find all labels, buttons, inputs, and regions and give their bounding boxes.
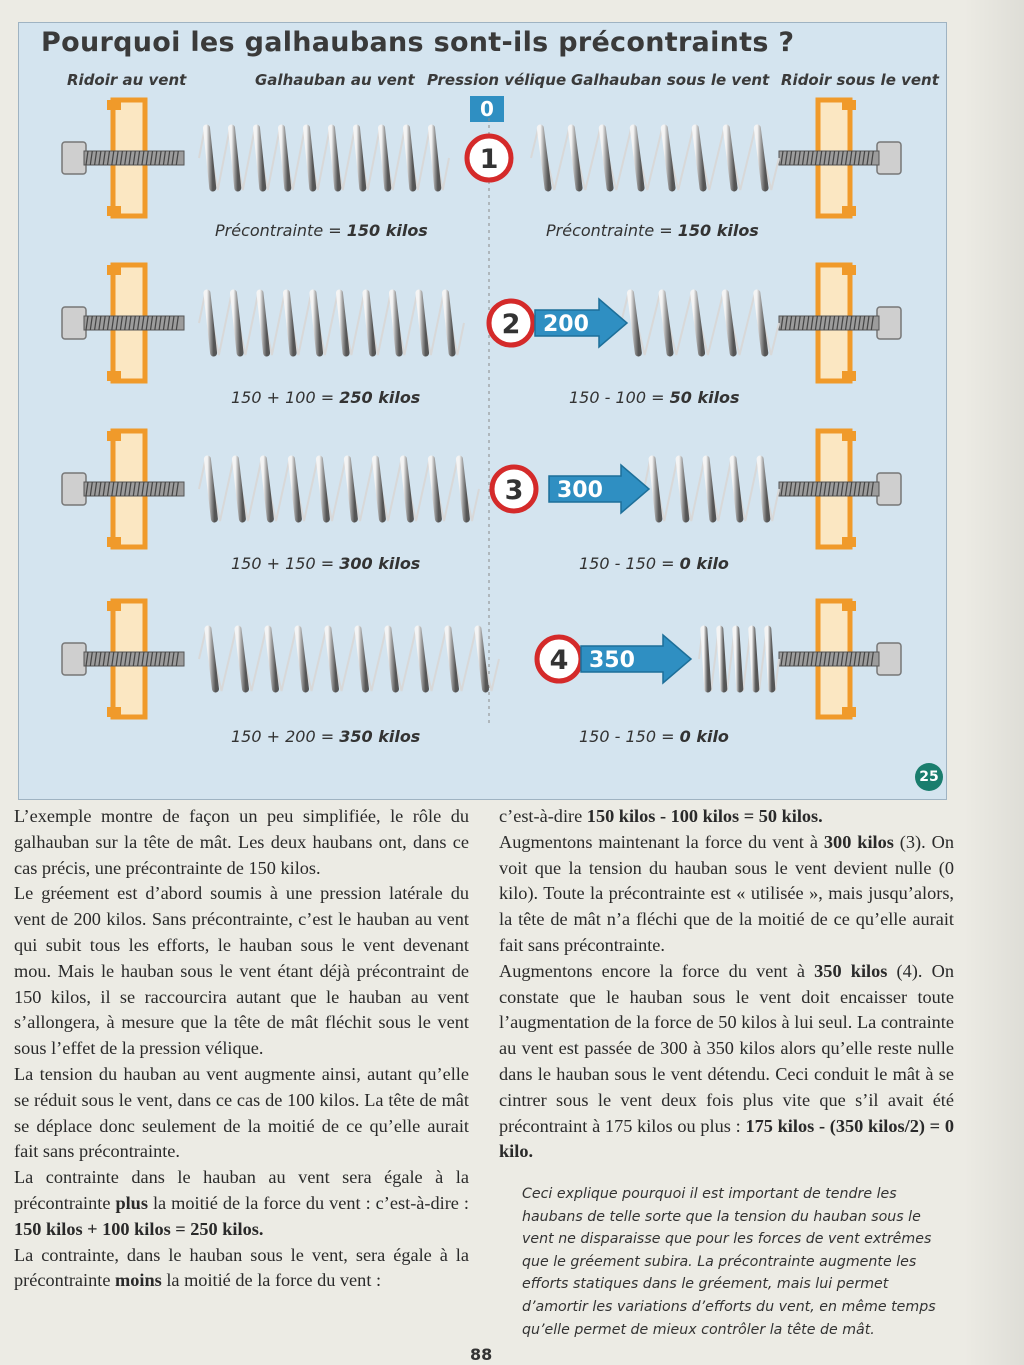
leeward-tension-label: 150 - 150 = 0 kilo — [579, 727, 729, 746]
spring-icon — [531, 126, 779, 190]
page-edge-shadow — [964, 0, 1024, 1365]
paragraph: L’exemple montre de façon un peu simplifiée, le rôle du galhauban sur la tête de mât. Les deux haubans ont, dans ce cas précis, une précontrainte de 150 kilos. — [14, 806, 469, 878]
turnbuckle-icon — [779, 601, 901, 717]
windward-tension-label: 150 + 100 = 250 kilos — [231, 388, 421, 407]
paragraph: La contrainte dans le hauban au vent sera égale à la précontrainte plus la moitié de la force du vent : c’est-à-dire : 150 kilos + 100 kilos = 250 kilos. — [14, 1167, 469, 1239]
stage-number: 1 — [479, 144, 499, 175]
wind-arrow-icon — [549, 465, 649, 513]
turnbuckle-icon — [62, 431, 184, 547]
italic-note — [522, 1183, 954, 1341]
stage-number-badge — [537, 637, 581, 681]
paragraph: Le gréement est d’abord soumis à une pression latérale du vent de 200 kilos. Sans précontrainte, c’est le hauban au vent qui subit tous les efforts, le hauban sous le vent devenant mou. Mais le hauban sous le vent étant déjà précontraint de 150 kilos, il se raccourcira autant que le hauban au vent s’allongera, à mesure que la tête de mât fléchit sous le vent sous l’effet de la pression vélique. — [14, 883, 469, 1059]
page-number: 88 — [470, 1345, 493, 1364]
figure-title: Pourquoi les galhaubans sont-ils précontraints ? — [41, 27, 795, 58]
windward-tension-label: 150 + 200 = 350 kilos — [231, 727, 421, 746]
spring-icon — [199, 291, 464, 355]
figure-panel — [18, 22, 947, 800]
figure-number-badge: 25 — [915, 763, 943, 791]
label-galhauban-sous-le-vent: Galhauban sous le vent — [571, 71, 770, 89]
tension-diagram — [19, 23, 946, 799]
turnbuckle-icon — [62, 100, 184, 216]
stage-number-badge — [467, 136, 511, 180]
leeward-tension-label: 150 - 100 = 50 kilos — [569, 388, 740, 407]
turnbuckle-icon — [62, 601, 184, 717]
wind-arrow-icon — [535, 299, 627, 347]
stage-number-badge — [492, 467, 536, 511]
stage-number: 2 — [501, 309, 521, 340]
turnbuckle-icon — [62, 265, 184, 381]
stage-number: 3 — [504, 475, 524, 506]
label-ridoir-sous-le-vent: Ridoir sous le vent — [781, 71, 939, 89]
turnbuckle-icon — [779, 100, 901, 216]
wind-arrow-icon — [581, 635, 691, 683]
pressure-value: 350 — [589, 648, 635, 673]
body-column-right — [499, 804, 954, 1165]
pressure-value: 300 — [557, 478, 603, 503]
spring-icon — [199, 627, 499, 691]
body-column-left — [14, 804, 469, 1294]
paragraph: c’est-à-dire 150 kilos - 100 kilos = 50 kilos. — [499, 806, 823, 826]
paragraph: Augmentons encore la force du vent à 350 kilos (4). On constate que le hauban sous le vent doit encaisser toute l’augmentation de la force de 50 kilos à lui seul. La contrainte au vent est passée de 300 à 350 kilos alors qu’elle reste nulle dans le hauban sous le vent détendu. Ceci conduit le mât à se cintrer sous le vent deux fois plus vite que s’il avait été précontraint à 175 kilos ou plus : 175 kilos - (350 kilos/2) = 0 kilo. — [499, 960, 954, 1162]
stage-number: 4 — [549, 645, 569, 676]
label-ridoir-au-vent: Ridoir au vent — [67, 71, 187, 89]
windward-tension-label: 150 + 150 = 300 kilos — [231, 554, 421, 573]
spring-icon — [621, 291, 779, 355]
paragraph: Augmentons maintenant la force du vent à 300 kilos (3). On voit que la tension du hauban sous le vent devient nulle (0 kilo). Toute la précontrainte est « utilisée », mais jusqu’alors, la tête de mât n’a fléchi que de la moitié de ce qu’elle aurait fait sans précontrainte. — [499, 831, 954, 955]
windward-tension-label: Précontrainte = 150 kilos — [215, 221, 428, 240]
paragraph: La contrainte, dans le hauban sous le vent, sera égale à la précontrainte moins la moitié de la force du vent : — [14, 1244, 469, 1291]
paragraph: La tension du hauban au vent augmente ainsi, autant qu’elle se réduit sous le vent, dans ce cas de 100 kilos. La tête de mât se déplace donc seulement de la moitié de ce qu’elle aurait fait sans précontrainte. — [14, 1063, 469, 1162]
leeward-tension-label: 150 - 150 = 0 kilo — [579, 554, 729, 573]
spring-icon — [644, 457, 779, 521]
initial-pressure-box: 0 — [470, 96, 504, 122]
leeward-tension-label: Précontrainte = 150 kilos — [546, 221, 759, 240]
spring-icon — [699, 627, 779, 691]
label-galhauban-au-vent: Galhauban au vent — [255, 71, 415, 89]
note-text: Ceci explique pourquoi il est important de tendre les haubans de telle sorte que la tension du hauban sous le vent ne disparaisse que pour les forces de vent extrêmes que le gréement subira. La précontrainte augmente les efforts statiques dans le gréement, mais lui permet d’amortir les variations d’efforts du vent, en même temps qu’elle permet de mieux contrôler la tête de mât. — [522, 1186, 936, 1338]
label-pression-velique: Pression vélique — [427, 71, 567, 89]
turnbuckle-icon — [779, 265, 901, 381]
spring-icon — [199, 457, 479, 521]
spring-icon — [199, 126, 449, 190]
turnbuckle-icon — [779, 431, 901, 547]
stage-number-badge — [489, 301, 533, 345]
pressure-value: 200 — [543, 312, 589, 337]
